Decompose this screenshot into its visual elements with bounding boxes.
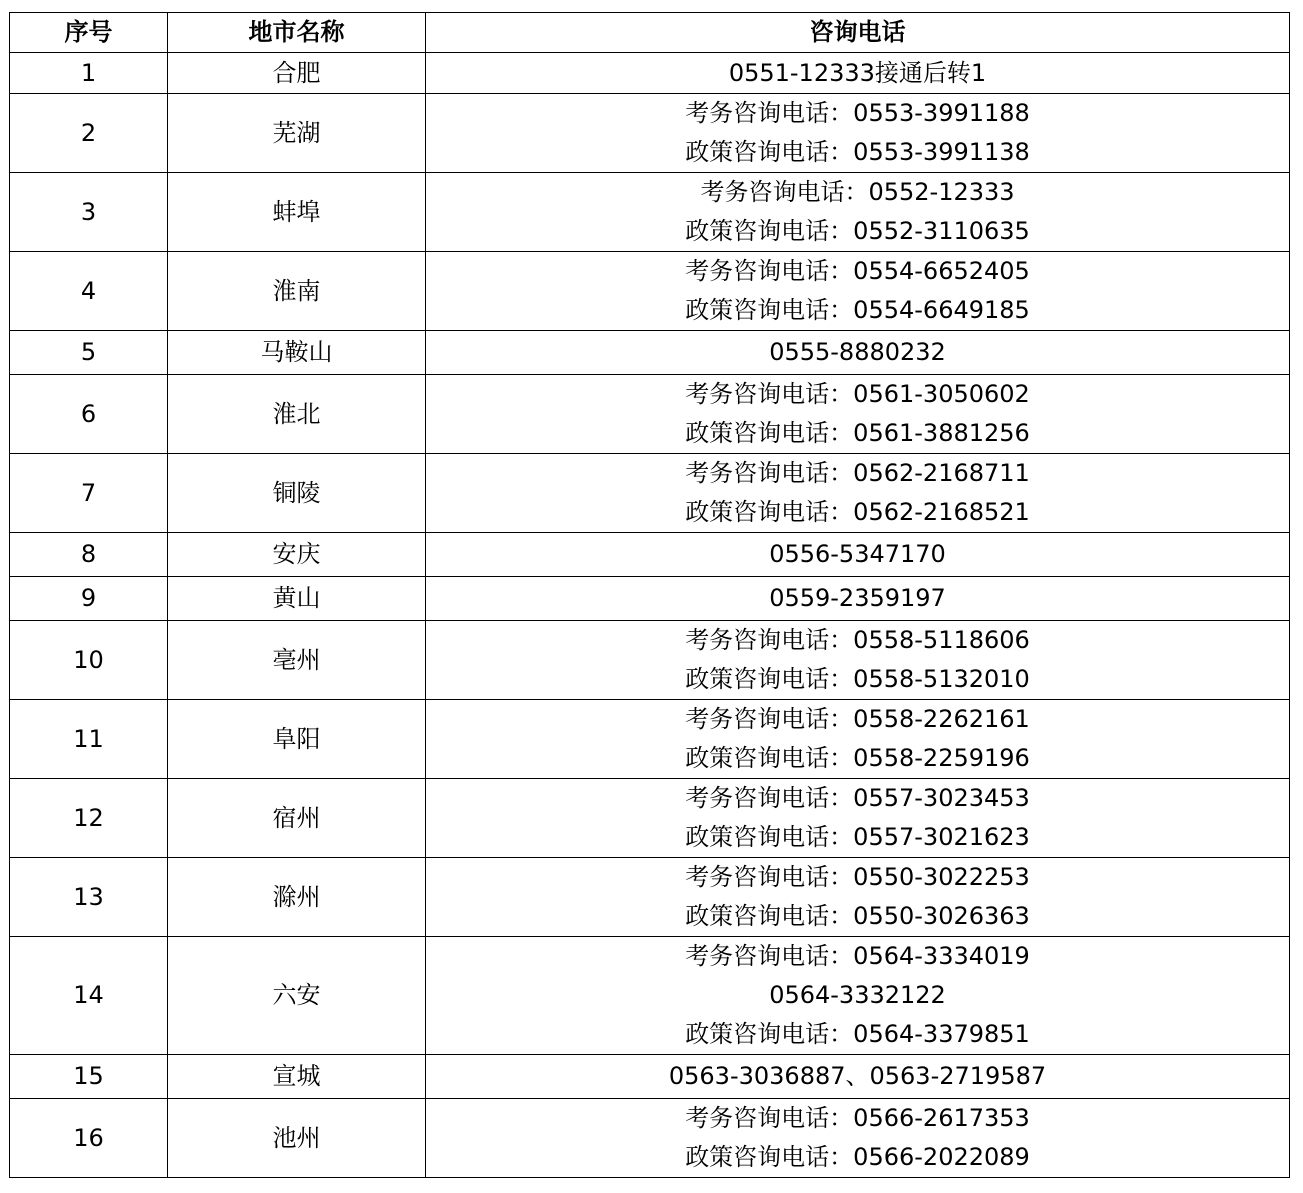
phone-line: 政策咨询电话：0564-3379851 [685,1020,1030,1048]
city-name: 淮北 [168,375,426,454]
phone-line: 考务咨询电话：0553-3991188 [685,99,1030,127]
city-name: 安庆 [168,533,426,577]
header-no: 序号 [10,13,168,53]
row-number: 4 [10,252,168,331]
phone-line: 考务咨询电话：0557-3023453 [685,784,1030,812]
table-row [10,937,1290,1055]
phone-cell [426,1099,1290,1178]
phone-line: 考务咨询电话：0564-3334019 [685,942,1030,970]
table-row [10,375,1290,454]
city-name: 合肥 [168,53,426,94]
city-name: 宣城 [168,1055,426,1099]
phone-line: 考务咨询电话：0552-12333 [700,178,1015,206]
phone-cell [426,937,1290,1055]
table-row [10,700,1290,779]
contact-table [9,12,1290,1178]
row-number: 16 [10,1099,168,1178]
phone-line: 0564-3332122 [769,981,946,1009]
phone-cell [426,1055,1290,1099]
city-name: 马鞍山 [168,331,426,375]
row-number: 13 [10,858,168,937]
phone-cell [426,173,1290,252]
phone-cell [426,454,1290,533]
city-name: 黄山 [168,577,426,621]
phone-cell [426,577,1290,621]
phone-line: 0559-2359197 [769,584,946,612]
header-city: 地市名称 [168,13,426,53]
phone-cell [426,779,1290,858]
phone-cell [426,700,1290,779]
phone-cell [426,533,1290,577]
city-name: 滁州 [168,858,426,937]
city-name: 芜湖 [168,94,426,173]
phone-line: 政策咨询电话：0566-2022089 [685,1143,1030,1171]
table-row [10,577,1290,621]
row-number: 11 [10,700,168,779]
table-row [10,252,1290,331]
phone-line: 政策咨询电话：0558-2259196 [685,744,1030,772]
phone-line: 考务咨询电话：0561-3050602 [685,380,1030,408]
phone-line: 政策咨询电话：0558-5132010 [685,665,1030,693]
phone-cell [426,94,1290,173]
table-row [10,533,1290,577]
city-name: 宿州 [168,779,426,858]
row-number: 1 [10,53,168,94]
table-row [10,621,1290,700]
phone-cell [426,858,1290,937]
row-number: 15 [10,1055,168,1099]
table-row [10,331,1290,375]
city-name: 六安 [168,937,426,1055]
city-name: 铜陵 [168,454,426,533]
row-number: 3 [10,173,168,252]
phone-cell [426,53,1290,94]
phone-line: 政策咨询电话：0553-3991138 [685,138,1030,166]
row-number: 12 [10,779,168,858]
phone-line: 政策咨询电话：0550-3026363 [685,902,1030,930]
phone-line: 考务咨询电话：0558-5118606 [685,626,1030,654]
city-name: 亳州 [168,621,426,700]
table-row [10,173,1290,252]
row-number: 5 [10,331,168,375]
phone-line: 政策咨询电话：0561-3881256 [685,419,1030,447]
table-row [10,1099,1290,1178]
table-row [10,858,1290,937]
phone-line: 考务咨询电话：0554-6652405 [685,257,1030,285]
table-row [10,94,1290,173]
table-row [10,53,1290,94]
phone-cell [426,375,1290,454]
phone-cell [426,331,1290,375]
phone-line: 考务咨询电话：0550-3022253 [685,863,1030,891]
phone-line: 政策咨询电话：0562-2168521 [685,498,1030,526]
phone-line: 政策咨询电话：0552-3110635 [685,217,1030,245]
header-row [10,13,1290,53]
city-name: 淮南 [168,252,426,331]
table-row [10,454,1290,533]
phone-cell [426,252,1290,331]
phone-line: 考务咨询电话：0566-2617353 [685,1104,1030,1132]
phone-cell [426,621,1290,700]
city-name: 蚌埠 [168,173,426,252]
city-name: 阜阳 [168,700,426,779]
phone-line: 0551-12333接通后转1 [728,58,987,87]
table-body [10,53,1290,1178]
table-row [10,779,1290,858]
header-phone: 咨询电话 [426,13,1290,53]
row-number: 8 [10,533,168,577]
row-number: 14 [10,937,168,1055]
phone-line: 0556-5347170 [769,540,946,568]
row-number: 7 [10,454,168,533]
row-number: 2 [10,94,168,173]
phone-line: 政策咨询电话：0557-3021623 [685,823,1030,851]
phone-line: 0555-8880232 [769,338,946,366]
city-name: 池州 [168,1099,426,1178]
row-number: 6 [10,375,168,454]
row-number: 9 [10,577,168,621]
phone-line: 政策咨询电话：0554-6649185 [685,296,1030,324]
table-row [10,1055,1290,1099]
phone-line: 考务咨询电话：0558-2262161 [685,705,1030,733]
phone-line: 考务咨询电话：0562-2168711 [685,459,1030,487]
row-number: 10 [10,621,168,700]
phone-line: 0563-3036887、0563-2719587 [668,1062,1047,1090]
